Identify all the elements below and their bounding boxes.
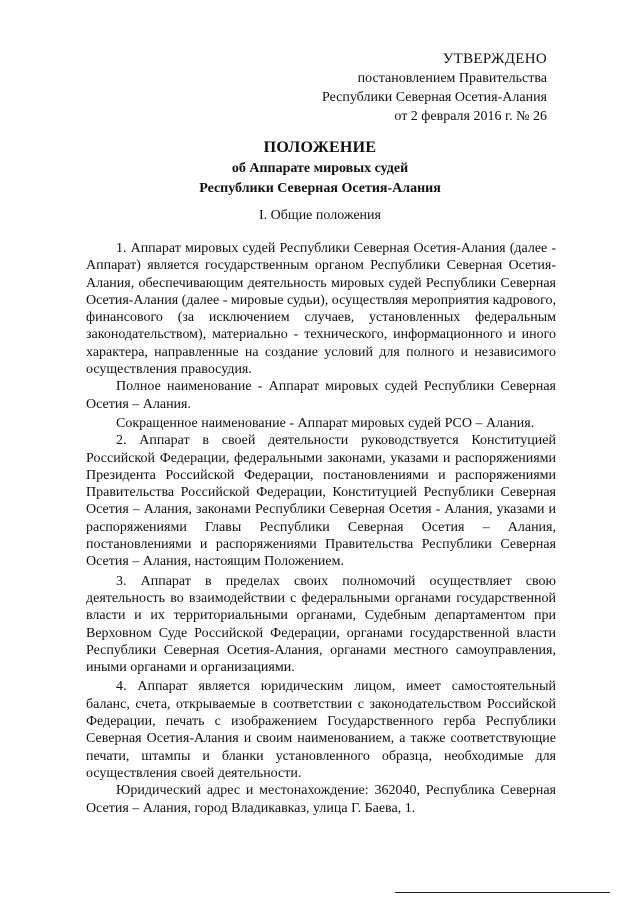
document-body [86,240,556,817]
paragraph-1: 1. Аппарат мировых судей Республики Северная Осетия-Алания (далее - Аппарат) является государственным органом Республики Северная Осетия-Алания, обеспечивающим деятельность мировых судей Республики Северная Осетия-Алания (далее - мировые судьи), осуществляя мероприятия кадрового, финансового (за исключением случаев, установленных федеральным законодательством), материально - технического, информационного и иного характера, направленные на создание условий для полного и независимого осуществления правосудия. [86,241,556,378]
title-main: ПОЛОЖЕНИЕ [263,139,377,156]
approval-line-1: постановлением Правительства [357,71,547,86]
document-title [0,137,640,199]
approval-line-3: от 2 февраля 2016 г. № 26 [394,109,547,124]
paragraph-2: 2. Аппарат в своей деятельности руководствуется Конституцией Российской Федерации, федеральными законами, указами и распоряжениями Президента Российской Федерации, постановлениями и распоряжениями Правительства Российской Федерации, Конституцией Республики Северная Осетия – Алания, законами Республики Северная Осетия - Алания, указами и распоряжениями Главы Республики Северная Осетия – Алания, постановлениями и распоряжениями Правительства Республики Северная Осетия – Алания, настоящим Положением. [86,433,556,570]
paragraph-address: Юридический адрес и местонахождение: 362040, Республика Северная Осетия – Алания, город Владикавказ, улица Г. Баева, 1. [86,783,556,816]
bottom-rule [395,892,610,893]
approval-line-2: Республики Северная Осетия-Алания [322,90,547,105]
approval-heading: УТВЕРЖДЕНО [442,51,547,67]
section-heading: I. Общие положения [259,208,381,223]
paragraph-4: 4. Аппарат является юридическим лицом, имеет самостоятельный баланс, счета, открываемые в соответствии с законодательством Российской Федерации, печать с изображением Государственного герба Республики Северная Осетия-Алания и своим наименованием, а также соответствующие печати, штампы и бланки установленного образца, необходимые для осуществления своей деятельности. [86,679,556,781]
approval-stamp [322,50,547,126]
paragraph-3: 3. Аппарат в пределах своих полномочий осуществляет свою деятельность во взаимодействии с федеральными органами государственной власти и их территориальными органами, Судебным департаментом при Верховном Суде Российской Федерации, органами государственной власти Республики Северная Осетия-Алания, органами местного самоуправления, иными органами и организациями. [86,573,556,676]
title-sub-2: Республики Северная Осетия-Алания [199,181,441,196]
title-sub-1: об Аппарате мировых судей [231,161,409,176]
paragraph-short-name: Сокращенное наименование - Аппарат мировых судей РСО – Алания. [116,415,535,431]
paragraph-full-name: Полное наименование - Аппарат мировых судей Республики Северная Осетия – Алания. [86,379,556,412]
